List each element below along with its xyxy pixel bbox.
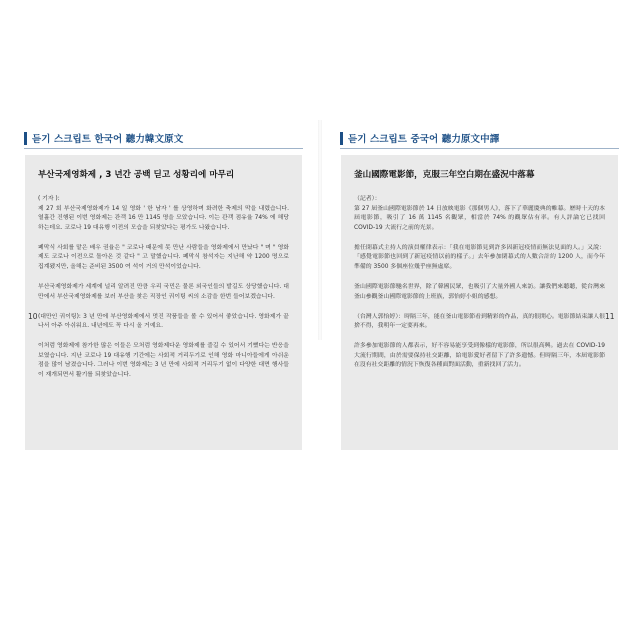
left-page-number: 10: [28, 312, 38, 321]
right-page-number: 11: [605, 312, 615, 321]
left-paragraph-5: 이처럼 영화제에 참가한 많은 이들은 모처럼 영화제다운 영화제를 즐길 수 있어서 기뻤다는 반응을 보였습니다. 지난 코로나 19 대유행 기간에는 사회적 거리두기로 인해 영화 마니아들에게 아쉬운 점을 많이 남겼습니다. 그러나 이번 영화제는 3 년 만에 사회적 거리두기 없이 다양한 대면 행사들이 재개되면서 활기를 되찾았습니다.: [38, 343, 289, 379]
right-paragraph-2: 擔任閉幕式主持人的演員權律表示：「我在電影節見到許多因新冠疫情而無法見面的人。」又說：「感覺電影節也回到了新冠疫情以前的樣子。」去年參加閉幕式的人數合計約 1200 人，而今年準備的 3500 多個座位幾乎座無虛席。: [354, 244, 605, 271]
right-paragraph-5: 許多參加電影節的人都表示，好不容易能享受到像樣的電影節，所以很高興。過去在 COVID-19 大流行期間，由於需要保持社交距離，給電影愛好者留下了許多遺憾。但時隔三年，本屆電影節在沒有社交距離的情況下恢復各種面對面活動，重新找回了活力。: [354, 343, 605, 369]
left-paragraph-1: ( 기자 ): 제 27 회 부산국제영화제가 14 일 영화 ' 한 남자 ' 를 상영하며 화려한 축제의 막을 내렸습니다. 열흘간 진행된 이번 영화제는 관객 16 만 1145 명을 모았습니다. 이는 관객 점유율 74% 에 해당하는데요. 코로나 19 대유행 이전의 모습을 되찾았다는 평가도 나왔습니다.: [38, 196, 289, 231]
right-header-label: 듣기 스크립트 중국어 聽力原文中譯: [348, 134, 500, 145]
right-paragraph-3: 釜山國際電影節馳名世界，除了韓國民眾，也吸引了大量外國人來訪。讓我們來聽聽，從台灣來釜山參觀釜山國際電影節的上班族，郭怡婷小姐的感想。: [354, 284, 605, 300]
right-paragraph-1: （記者）： 第 27 屆釜山國際電影節於 14 日放映電影《那個男人》，落下了華麗慶典的帷幕。歷時十天的本屆電影節，吸引了 16 萬 1145 名觀眾，相當於 74% 的觀眾佔有率。有人評論它已找回 COVID-19 大流行之前的光景。: [354, 196, 605, 231]
left-paragraph-2: 폐막식 사회를 맡은 배우 권율은 " 코로나 때문에 못 만난 사람들을 영화제에서 만났다 " 며 " 영화제도 코로나 이전으로 돌아온 것 같다 " 고 말했습니다. 폐막식 참석자는 지난해 약 1200 명으로 집계됐지만, 올해는 준비된 3500 여 석이 거의 만석이었습니다.: [38, 244, 289, 271]
right-paragraph-4: （台灣人郭怡婷）：時隔三年，能在釜山電影節看到精彩的作品，真的很開心。電影節結束讓人很捨不得，我明年一定要再來。: [354, 313, 605, 330]
right-header-accent-bar: [340, 132, 343, 145]
right-script-box: [341, 155, 618, 450]
right-header-rule: [340, 148, 619, 149]
left-header-label: 듣기 스크립트 한국어 聽力韓文原文: [32, 134, 184, 145]
left-paragraph-4: (대만인 궈이팅): 3 년 만에 부산영화제에서 멋진 작품들을 볼 수 있어서 좋았습니다. 영화제가 끝나서 아주 아쉬워요. 내년에도 꼭 다시 올 거예요.: [38, 313, 289, 330]
left-paragraph-3: 부산국제영화제가 세계에 널리 알려진 만큼 우리 국민은 물론 외국인들의 발길도 상당했습니다. 대만에서 부산국제영화제를 보러 부산을 찾은 직장인 궈이팅 씨의 소감을 한번 들어보겠습니다.: [38, 284, 289, 300]
right-section-header: [340, 131, 619, 145]
left-article-title: 부산국제영화제 , 3 년간 공백 딛고 성황리에 마무리: [38, 170, 235, 180]
right-article-title: 釜山國際電影節，克服三年空白期在盛況中落幕: [354, 170, 535, 180]
